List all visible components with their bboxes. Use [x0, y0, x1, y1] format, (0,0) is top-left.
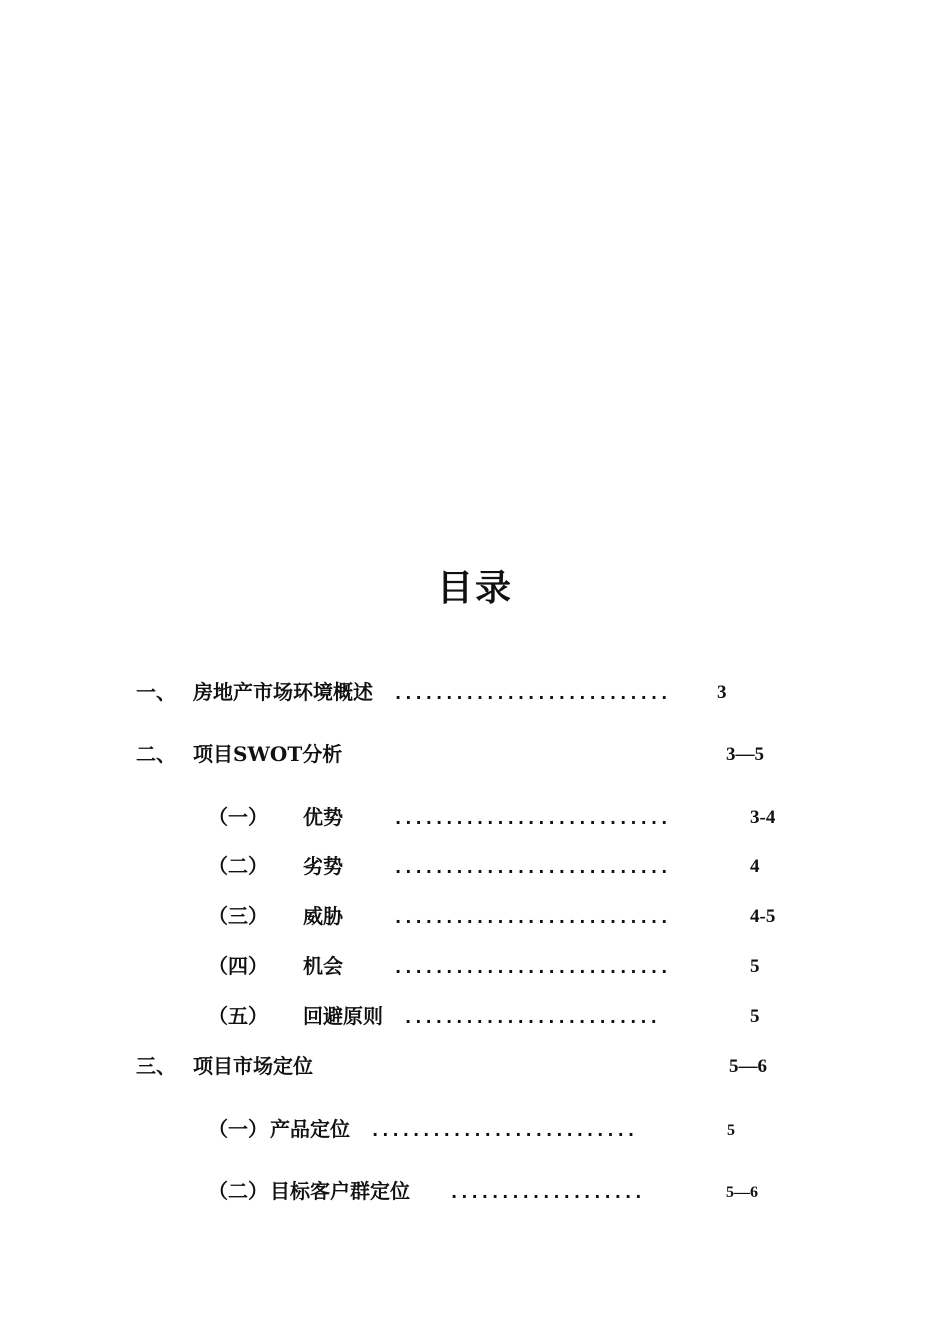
- toc-entry-2-page: 3—5: [726, 744, 764, 765]
- toc-subentry-3-2-label[interactable]: 目标客户群定位: [270, 1179, 410, 1203]
- toc-subentry-2-3-dots: ...........................: [393, 908, 670, 928]
- toc-subentry-2-5-dots: .........................: [403, 1008, 659, 1028]
- toc-subentry-2-2-dots: ...........................: [393, 858, 670, 878]
- toc-subentry-3-1-page: 5: [727, 1122, 735, 1139]
- toc-subentry-2-4-number: （四）: [208, 954, 268, 978]
- toc-subentry-3-1-number: （一）: [208, 1117, 268, 1141]
- toc-subentry-2-2-page: 4: [750, 856, 760, 877]
- toc-entry-3-page: 5—6: [729, 1056, 767, 1077]
- toc-entry-3-number: 三、: [136, 1054, 176, 1078]
- toc-subentry-2-1-label[interactable]: 优势: [303, 805, 343, 829]
- toc-subentry-2-5-page: 5: [750, 1006, 760, 1027]
- toc-subentry-2-1-page: 3-4: [750, 807, 776, 828]
- toc-entry-2-label[interactable]: 项目SWOT分析: [193, 742, 343, 766]
- toc-subentry-2-2-label[interactable]: 劣势: [303, 854, 343, 878]
- toc-subentry-2-2-number: （二）: [208, 854, 268, 878]
- toc-entry-1-page: 3: [717, 682, 727, 703]
- toc-subentry-2-5-label[interactable]: 回避原则: [303, 1004, 383, 1028]
- toc-title: 目录: [436, 567, 513, 609]
- toc-subentry-2-1-number: （一）: [208, 805, 268, 829]
- toc-subentry-2-5-number: （五）: [208, 1004, 268, 1028]
- toc-subentry-2-1-dots: ...........................: [393, 809, 670, 829]
- toc-entry-1-dots: ...........................: [393, 684, 670, 704]
- toc-subentry-2-3-page: 4-5: [750, 906, 776, 927]
- toc-entry-1-label[interactable]: 房地产市场环境概述: [193, 680, 373, 704]
- toc-entry-2-number: 二、: [136, 742, 176, 766]
- toc-subentry-2-4-dots: ...........................: [393, 958, 670, 978]
- toc-subentry-3-1-label[interactable]: 产品定位: [270, 1117, 350, 1141]
- toc-subentry-3-2-dots: ...................: [449, 1183, 644, 1203]
- toc-entry-3-label[interactable]: 项目市场定位: [193, 1054, 313, 1078]
- toc-subentry-3-2-page: 5—6: [726, 1184, 758, 1201]
- toc-subentry-2-4-page: 5: [750, 956, 760, 977]
- toc-subentry-2-3-number: （三）: [208, 904, 268, 928]
- toc-subentry-3-2-number: （二）: [208, 1179, 268, 1203]
- toc-subentry-2-3-label[interactable]: 威胁: [303, 904, 343, 928]
- toc-entry-1-number: 一、: [136, 680, 176, 704]
- toc-subentry-3-1-dots: ..........................: [370, 1121, 637, 1141]
- toc-subentry-2-4-label[interactable]: 机会: [303, 954, 343, 978]
